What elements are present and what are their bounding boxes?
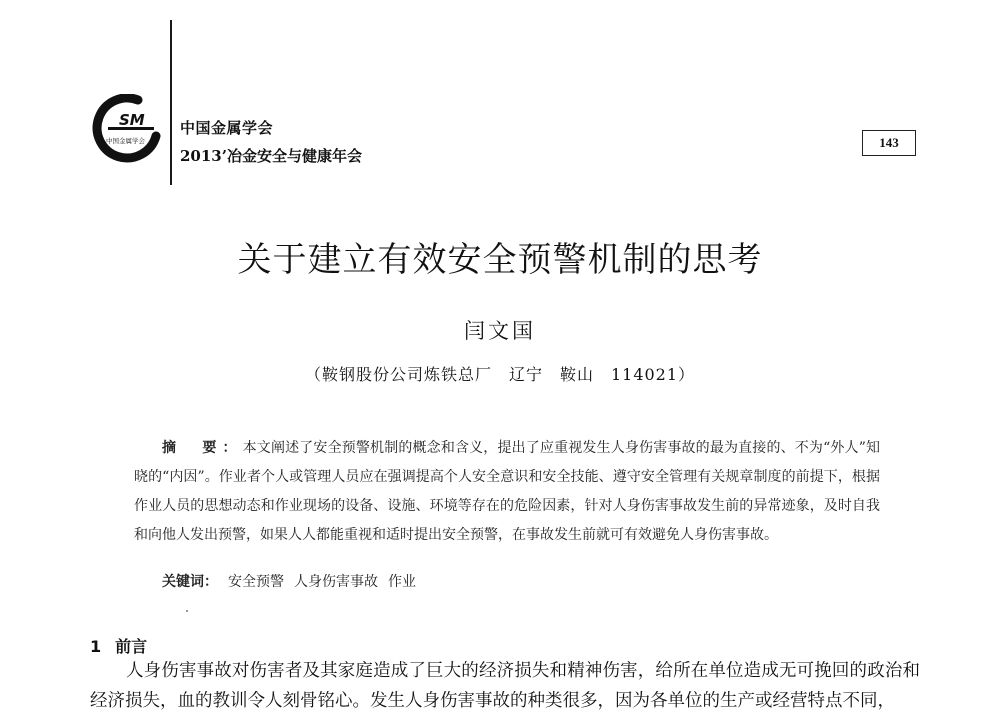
body-paragraph: 人身伤害事故对伤害者及其家庭造成了巨大的经济损失和精神伤害，给所在单位造成无可挽回的政治和经济损失，血的教训令人刻骨铭心。发生人身伤害事故的种类很多，因为各单位的生产或经营特点不同，: [90, 661, 920, 711]
author-affiliation: （鞍钢股份公司炼铁总厂 辽宁 鞍山 114021）: [304, 365, 696, 384]
svg-text:中国金属学会: 中国金属学会: [106, 137, 145, 145]
paper-title: 关于建立有效安全预警机制的思考: [237, 240, 763, 280]
keyword-item: 人身伤害事故: [294, 574, 378, 590]
abstract-block: [134, 434, 880, 550]
keywords-label: 关键词：: [162, 574, 218, 590]
section-title: 前言: [115, 637, 148, 656]
keyword-item: 安全预警: [228, 574, 284, 590]
svg-text:SM: SM: [119, 111, 145, 129]
org-name: 中国金属学会: [180, 119, 274, 137]
header-vertical-rule: [170, 20, 172, 185]
scan-dot: [186, 610, 188, 612]
page-number-box: 143: [862, 130, 916, 156]
keyword-item: 作业: [388, 574, 416, 590]
abstract-text: 本文阐述了安全预警机制的概念和含义，提出了应重视发生人身伤害事故的最为直接的、不为“外人”知晓的“内因”。作业者个人或管理人员应在强调提高个人安全意识和安全技能、遵守安全管理有关规章制度的前提下，根据作业人员的思想动态和作业现场的设备、设施、环境等存在的危险因素，针对人身伤害事故发生前的异常迹象，及时自我和向他人发出预警，如果人人都能重视和适时提出安全预警，在事故发生前就可有效避免人身伤害事故。: [134, 440, 881, 543]
keywords-block: [162, 571, 416, 593]
paper-author: 闫文国: [464, 319, 536, 343]
section-number: 1: [90, 637, 102, 656]
abstract-label: 摘 要：: [162, 440, 243, 456]
society-logo-icon: [92, 94, 162, 164]
conference-name: 2013’冶金安全与健康年会: [180, 147, 362, 165]
section-heading: [90, 634, 147, 657]
